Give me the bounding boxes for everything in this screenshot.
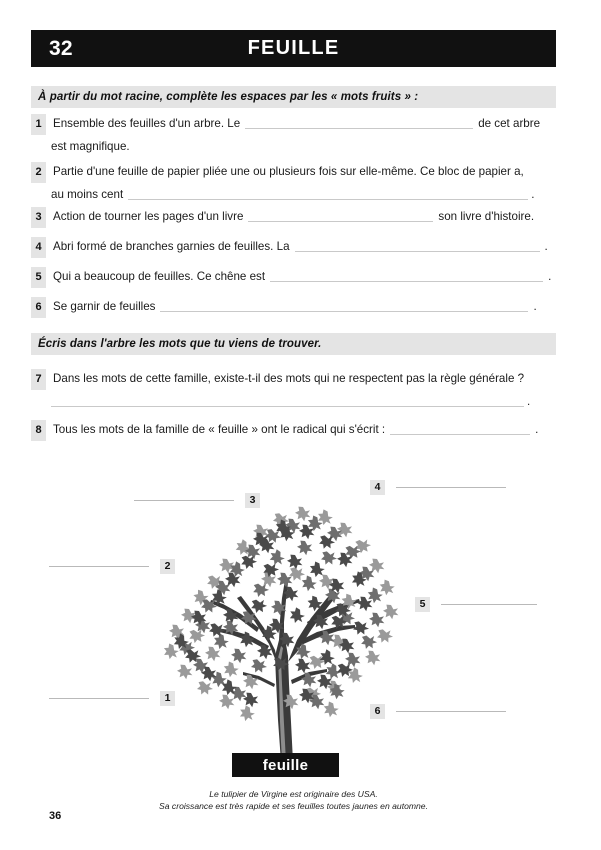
- tree-callout: [370, 479, 506, 495]
- exercise-text: [53, 165, 524, 178]
- exercise-text: [53, 372, 524, 385]
- callout-number: 2: [160, 559, 175, 574]
- exercise-number: 3: [31, 207, 46, 228]
- exercise-text: [53, 300, 537, 313]
- exercise-second-line: [51, 391, 556, 412]
- exercise-second-line-text: est magnifique.: [51, 140, 130, 153]
- exercise-item: [31, 296, 556, 318]
- callout-number: 3: [245, 493, 260, 508]
- caption-line-1: Le tulipier de Virgine est originaire des USA.: [209, 789, 378, 799]
- exercise-item: [31, 113, 556, 157]
- callout-number: 5: [415, 597, 430, 612]
- callout-answer-line[interactable]: [49, 566, 149, 567]
- callout-answer-line[interactable]: [49, 698, 149, 699]
- exercise-prompt: Action de tourner les pages d'un livre: [53, 210, 244, 223]
- exercise-number: 7: [31, 369, 46, 390]
- tree-illustration: [31, 462, 556, 792]
- callout-number: 1: [160, 691, 175, 706]
- exercise-tail: .: [531, 188, 535, 201]
- exercise-suffix: de cet arbre: [478, 117, 541, 130]
- answer-blank[interactable]: [160, 301, 528, 312]
- answer-blank[interactable]: [390, 424, 530, 435]
- callout-answer-line[interactable]: [396, 487, 506, 488]
- answer-blank[interactable]: [295, 241, 540, 252]
- exercise-number: 6: [31, 297, 46, 318]
- exercise-item: [31, 206, 556, 228]
- exercise-prompt: Ensemble des feuilles d'un arbre. Le: [53, 117, 241, 130]
- page-number: 36: [49, 810, 62, 822]
- answer-blank[interactable]: [248, 211, 433, 222]
- exercise-number: 4: [31, 237, 46, 258]
- callout-answer-line[interactable]: [441, 604, 537, 605]
- tree-callout: [370, 703, 506, 719]
- exercise-item: [31, 236, 556, 258]
- section-instruction-2-label: Écris dans l'arbre les mots que tu viens de trouver.: [38, 338, 322, 350]
- lesson-number: 32: [49, 36, 73, 60]
- exercise-text: [53, 117, 540, 130]
- exercise-text: [53, 240, 548, 253]
- exercise-text: [53, 270, 551, 283]
- tree-callout: [134, 492, 260, 508]
- callout-number: 6: [370, 704, 385, 719]
- exercise-number: 5: [31, 267, 46, 288]
- exercise-number: 2: [31, 162, 46, 183]
- exercise-suffix: .: [548, 270, 552, 283]
- exercise-suffix: .: [533, 300, 537, 313]
- tree-drawing: [131, 470, 451, 765]
- word-label-box: [232, 753, 339, 777]
- answer-blank[interactable]: [270, 271, 543, 282]
- exercise-prompt: Partie d'une feuille de papier pliée une ou plusieurs fois sur elle-même. Ce bloc de papier a,: [53, 165, 524, 178]
- caption-line-2: Sa croissance est très rapide et ses feuilles toutes jaunes en automne.: [159, 800, 428, 811]
- tree-callout: [415, 596, 537, 612]
- tree-callout: [49, 558, 175, 574]
- exercise-prompt: Dans les mots de cette famille, existe-t-il des mots qui ne respectent pas la règle générale ?: [53, 372, 525, 385]
- exercise-text: [53, 423, 538, 436]
- exercise-second-line: [51, 184, 556, 205]
- exercise-second-line-text: au moins cent: [51, 188, 124, 201]
- word-label: feuille: [262, 756, 309, 774]
- section-instruction-2: [31, 333, 556, 355]
- section-instruction-1: [31, 86, 556, 108]
- exercise-prompt: Qui a beaucoup de feuilles. Ce chêne est: [53, 270, 266, 283]
- exercise-item: [31, 419, 556, 441]
- exercise-suffix: son livre d'histoire.: [438, 210, 535, 223]
- exercise-second-line: [51, 136, 556, 157]
- page-title: FEUILLE: [247, 37, 340, 59]
- answer-blank[interactable]: [128, 189, 528, 200]
- answer-blank[interactable]: [51, 396, 524, 407]
- illustration-caption: [31, 789, 556, 812]
- tree-callout: [49, 690, 175, 706]
- page-left-margin: [0, 0, 25, 850]
- exercise-item: [31, 368, 556, 412]
- exercise-item: [31, 266, 556, 288]
- exercise-number: 8: [31, 420, 46, 441]
- exercise-prompt: Se garnir de feuilles: [53, 300, 156, 313]
- callout-answer-line[interactable]: [134, 500, 234, 501]
- page-header-bar: [31, 30, 556, 67]
- exercise-tail: .: [527, 395, 531, 408]
- answer-blank[interactable]: [245, 118, 473, 129]
- callout-answer-line[interactable]: [396, 711, 506, 712]
- section-instruction-1-label: À partir du mot racine, complète les espaces par les « mots fruits » :: [38, 91, 419, 103]
- exercise-suffix: .: [544, 240, 548, 253]
- exercise-prompt: Abri formé de branches garnies de feuilles. La: [53, 240, 290, 253]
- exercise-item: [31, 161, 556, 205]
- exercise-prompt: Tous les mots de la famille de « feuille » ont le radical qui s'écrit :: [53, 423, 386, 436]
- exercise-text: [53, 210, 534, 223]
- callout-number: 4: [370, 480, 385, 495]
- exercise-number: 1: [31, 114, 46, 135]
- exercise-suffix: .: [535, 423, 539, 436]
